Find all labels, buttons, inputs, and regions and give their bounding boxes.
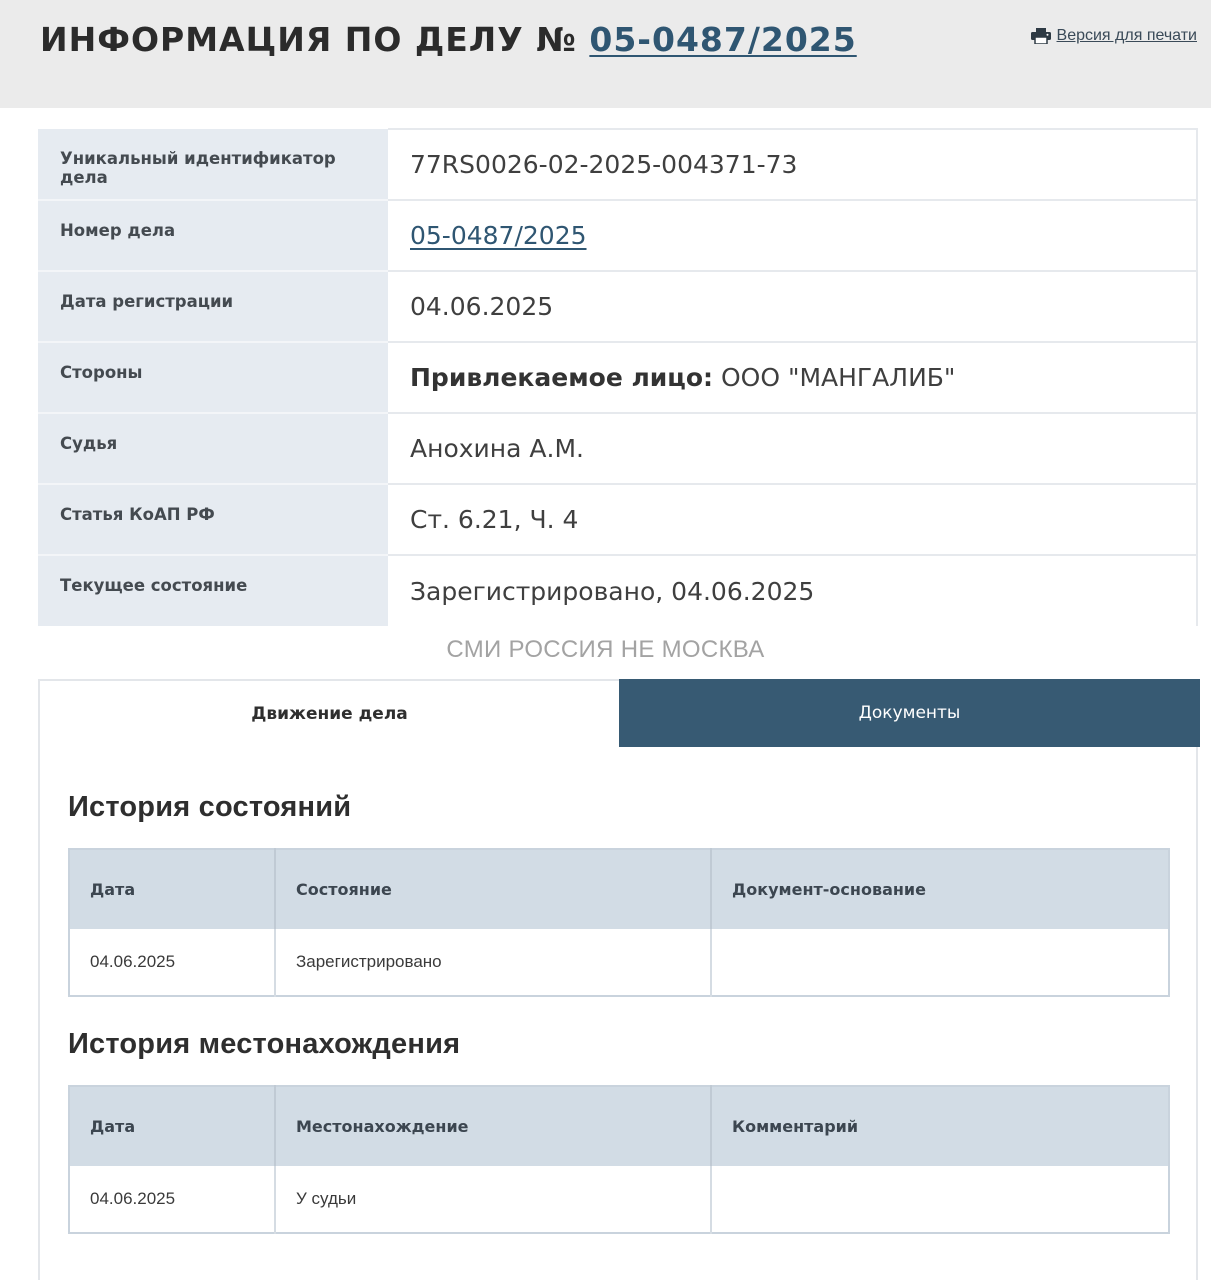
printer-icon: [1031, 28, 1051, 44]
table-cell: [711, 1166, 1169, 1233]
page-title: [40, 20, 857, 60]
party-name: ООО "МАНГАЛИБ": [720, 363, 956, 392]
location-history-heading: История местонахождения: [68, 1028, 461, 1060]
tab-case-movement[interactable]: Движение дела: [40, 681, 619, 747]
table-row: [69, 929, 1169, 996]
table-cell: У судьи: [275, 1166, 711, 1233]
info-label: Судья: [38, 413, 388, 484]
case-info-table: [38, 128, 1198, 626]
info-value-cell: [388, 342, 1197, 413]
column-header: Местонахождение: [275, 1086, 711, 1166]
info-row-article: [38, 484, 1197, 555]
info-value: Ст. 6.21, Ч. 4: [388, 484, 1197, 555]
case-tabs-panel: [38, 679, 1198, 1280]
column-header: Комментарий: [711, 1086, 1169, 1166]
info-row-uid: [38, 129, 1197, 200]
info-label: Стороны: [38, 342, 388, 413]
table-cell: 04.06.2025: [69, 929, 275, 996]
info-value: 04.06.2025: [388, 271, 1197, 342]
table-header-row: [69, 1086, 1169, 1166]
info-row-parties: [38, 342, 1197, 413]
print-version-link[interactable]: [1031, 27, 1197, 45]
tab-documents[interactable]: Документы: [619, 679, 1200, 747]
info-value: Зарегистрировано, 04.06.2025: [388, 555, 1197, 626]
info-row-judge: [38, 413, 1197, 484]
status-history-table: [68, 848, 1170, 997]
location-history-table: [68, 1085, 1170, 1234]
table-header-row: [69, 849, 1169, 929]
party-role: Привлекаемое лицо:: [410, 363, 714, 392]
column-header: Документ-основание: [711, 849, 1169, 929]
case-number-value-link[interactable]: 05-0487/2025: [410, 221, 587, 250]
info-label: Номер дела: [38, 200, 388, 271]
info-value: Анохина А.М.: [388, 413, 1197, 484]
table-cell: [711, 929, 1169, 996]
info-label: Уникальный идентификатор дела: [38, 129, 388, 200]
info-label: Дата регистрации: [38, 271, 388, 342]
table-cell: Зарегистрировано: [275, 929, 711, 996]
info-row-case-number: [38, 200, 1197, 271]
info-value: 77RS0026-02-2025-004371-73: [388, 129, 1197, 200]
info-label: Текущее состояние: [38, 555, 388, 626]
status-history-heading: История состояний: [68, 791, 352, 823]
table-cell: 04.06.2025: [69, 1166, 275, 1233]
print-version-label: Версия для печати: [1056, 27, 1197, 44]
case-number-link[interactable]: 05-0487/2025: [589, 20, 857, 59]
column-header: Состояние: [275, 849, 711, 929]
info-value-cell: [388, 200, 1197, 271]
info-label: Статья КоАП РФ: [38, 484, 388, 555]
watermark: СМИ РОССИЯ НЕ МОСКВА: [446, 636, 765, 663]
column-header: Дата: [69, 1086, 275, 1166]
info-row-current-status: [38, 555, 1197, 626]
info-row-registration-date: [38, 271, 1197, 342]
column-header: Дата: [69, 849, 275, 929]
table-row: [69, 1166, 1169, 1233]
page-title-prefix: ИНФОРМАЦИЯ ПО ДЕЛУ №: [40, 20, 577, 59]
